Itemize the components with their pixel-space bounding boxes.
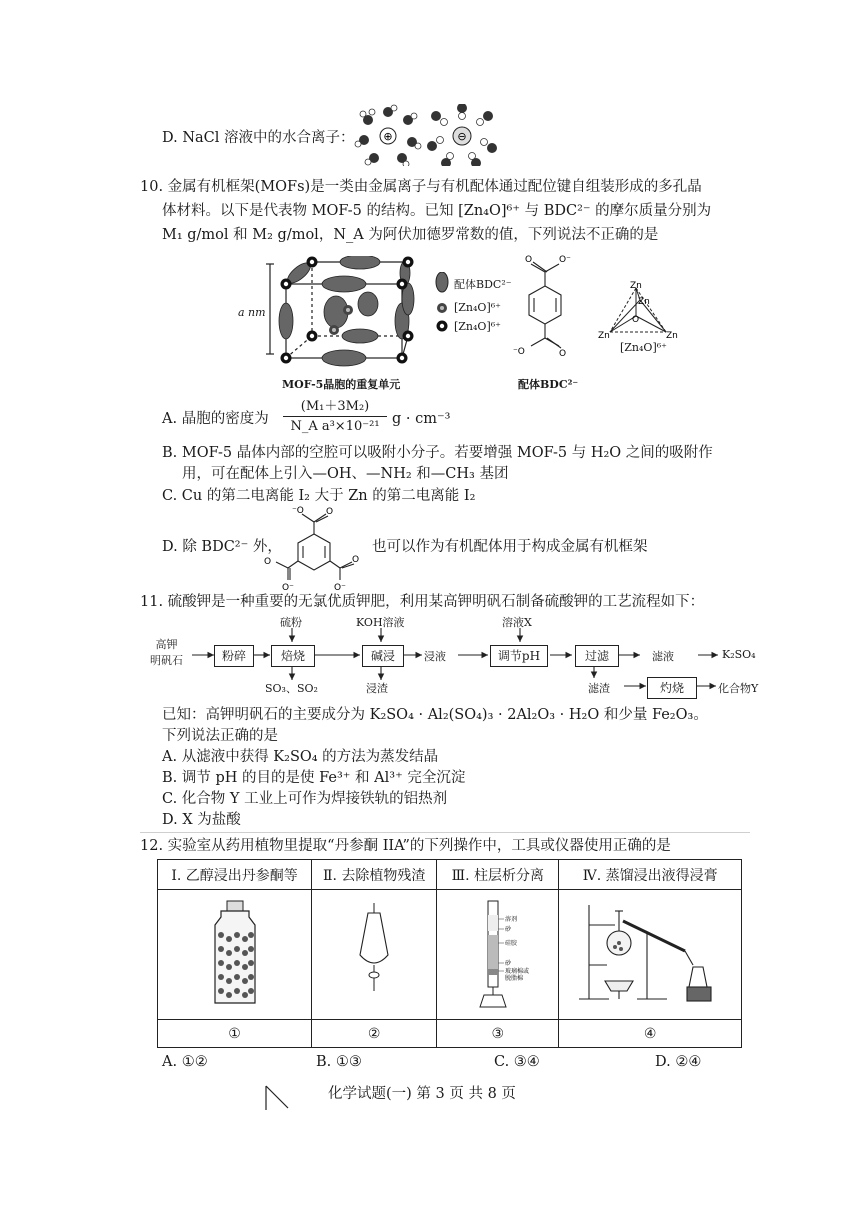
cell-edge-label: a nm [238,306,266,319]
q12-stem: 12. 实验室从药用植物里提取“丹参酮 IIA”的下列操作中，工具或仪器使用正确的是 [140,838,671,854]
q10-option-a-prefix: A. 晶胞的密度为 [162,411,269,427]
mof5-unit-cell-figure [236,256,436,386]
svg-text:O: O [559,349,567,359]
flow-leach-liquid: 浸液 [424,650,446,663]
svg-text:⊕: ⊕ [383,130,393,143]
flow-in-x: 溶液X [502,616,532,629]
hydrated-anion [427,104,497,166]
corner-mark [262,1084,292,1112]
flow-box-adjust-ph: 调节pH [490,645,548,667]
flow-residue2: 滤渣 [588,682,610,695]
q10-option-a-unit: g · cm⁻³ [392,411,451,427]
page-footer: 化学试题(一) 第 3 页 共 8 页 [328,1086,516,1102]
q10-option-c: C. Cu 的第二电离能 I₂ 大于 Zn 的第二电离能 I₂ [162,488,476,504]
svg-text:O: O [326,507,334,517]
flow-box-filter: 过滤 [575,645,619,667]
flow-filtrate: 滤液 [652,650,674,663]
q11-stem: 11. 硫酸钾是一种重要的无氯优质钾肥，利用某高钾明矾石制备硫酸钾的工艺流程如下： [140,594,705,610]
flow-box-roast: 焙烧 [271,645,315,667]
flow-box-alkali-leach: 碱浸 [362,645,404,667]
q10-option-a-numerator: (M₁＋3M₂) [283,398,387,417]
q11-prompt: 下列说法正确的是 [162,728,278,744]
q12-number-4: ④ [559,1020,742,1048]
col-label-glasswool: 玻璃棉或 [504,967,529,975]
q12-figure-cell-3 [437,890,559,1020]
flow-box-crush: 粉碎 [214,645,254,667]
q12-option-a: A. ①② [162,1054,208,1070]
q10-option-d-prefix: D. 除 BDC²⁻ 外， [162,539,282,555]
q12-number-2: ② [312,1020,437,1048]
separatory-funnel-figure [354,895,394,1011]
bdc-ligand-structure [505,250,585,366]
svg-text:O: O [352,555,360,565]
zn-atom-right: Zn [666,331,678,341]
col-label-cotton: 脱脂棉 [504,974,523,982]
flow-in-sulfur: 硫粉 [280,616,302,629]
q12-figure-cell-2 [312,890,437,1020]
q12-option-c: C. ③④ [494,1054,540,1070]
q12-option-d: D. ②④ [655,1054,702,1070]
zn4o-cluster-structure [596,278,686,348]
q10-stem-line1: 10. 金属有机框架(MOFs)是一类由金属离子与有机配体通过配位键自组装形成的多孔晶 [140,179,702,195]
svg-text:O: O [264,557,272,567]
q12-number-3: ③ [437,1020,559,1048]
flow-out-gas: SO₃、SO₂ [265,682,318,695]
svg-text:O⁻: O⁻ [559,255,571,265]
flow-in-koh: KOH溶液 [356,616,405,629]
legend-markers [432,272,452,334]
q10-stem-line3: M₁ g/mol 和 M₂ g/mol，N_A 为阿伏加德罗常数的值，下列说法不正确的是 [162,227,659,243]
q12-header-2: Ⅱ. 去除植物残渣 [312,860,437,890]
fig1-caption: MOF-5晶胞的重复单元 [282,378,401,391]
o-atom: O [632,315,640,325]
q10-option-d-suffix: 也可以作为有机配体用于构成金属有机框架 [372,539,648,555]
q12-header-3: Ⅲ. 柱层析分离 [437,860,559,890]
hydrated-ions-figure [350,104,510,166]
section-divider [140,832,750,833]
svg-text:O⁻: O⁻ [282,583,294,590]
flow-box-calcine: 灼烧 [647,677,697,699]
q11-option-b: B. 调节 pH 的目的是使 Fe³⁺ 和 Al³⁺ 完全沉淀 [162,770,466,786]
chromatography-column-figure [448,895,548,1011]
legend-zn4o-corner: [Zn₄O]⁶⁺ [454,320,501,333]
svg-text:⁻O: ⁻O [292,506,304,516]
col-label-sand2: 砂 [504,959,511,967]
q12-number-1: ① [158,1020,312,1048]
q12-option-b: B. ①③ [316,1054,362,1070]
col-label-sand1: 砂 [504,925,511,933]
hydrated-cation [355,105,421,166]
q11-option-c: C. 化合物 Y 工业上可作为焊接铁轨的铝热剂 [162,791,448,807]
q11-option-a: A. 从滤液中获得 K₂SO₄ 的方法为蒸发结晶 [162,749,439,765]
q12-figure-cell-4 [559,890,742,1020]
svg-text:O⁻: O⁻ [334,583,346,590]
q10-option-b-line2: 用，可在配体上引入—OH、—NH₂ 和—CH₃ 基团 [182,466,509,482]
q10-stem-line2: 体材料。以下是代表物 MOF-5 的结构。已知 [Zn₄O]⁶⁺ 与 BDC²⁻ 的摩尔质量分别为 [162,203,712,219]
zn-atom-top: Zn [630,281,642,291]
fig2-caption: 配体BDC²⁻ [518,378,579,391]
flow-start [150,637,183,669]
q12-apparatus-table [157,859,742,1048]
distillation-apparatus-figure [575,895,725,1011]
q12-header-1: Ⅰ. 乙醇浸出丹参酮等 [158,860,312,890]
q9-option-d: D. NaCl 溶液中的水合离子： [162,130,355,146]
q11-known: 已知：高钾明矾石的主要成分为 K₂SO₄ · Al₂(SO₄)₃ · 2Al₂O₃ · H₂O 和少量 Fe₂O₃。 [162,707,708,723]
svg-text:⁻O: ⁻O [513,347,525,357]
reagent-bottle-figure [205,895,265,1011]
col-label-silica: 硅胶 [504,939,517,947]
legend-bdc: 配体BDC²⁻ [454,278,512,291]
flow-product: K₂SO₄ [722,648,756,661]
trimesate-structure [262,504,374,590]
q12-header-4: Ⅳ. 蒸馏浸出液得浸膏 [559,860,742,890]
zn-atom-mid: Zn [638,297,650,307]
q10-option-a-denominator: N_A a³×10⁻²¹ [290,419,380,434]
flow-start-line1: 高钾 [155,638,178,651]
flow-compound-y: 化合物Y [718,682,759,695]
q12-figure-cell-1 [158,890,312,1020]
svg-text:O: O [525,255,533,265]
q11-option-d: D. X 为盐酸 [162,812,241,828]
cluster-caption: [Zn₄O]⁶⁺ [620,341,667,354]
svg-text:⊖: ⊖ [457,130,467,143]
zn-atom-left: Zn [598,331,610,341]
flow-start-line2: 明矾石 [150,654,183,667]
col-label-solvent: 溶剂 [504,915,517,923]
q10-option-b-line1: B. MOF-5 晶体内部的空腔可以吸附小分子。若要增强 MOF-5 与 H₂O 之间的吸附作 [162,445,713,461]
flow-out-residue: 浸渣 [366,682,388,695]
legend-zn4o-inner: [Zn₄O]⁶⁺ [454,301,501,314]
